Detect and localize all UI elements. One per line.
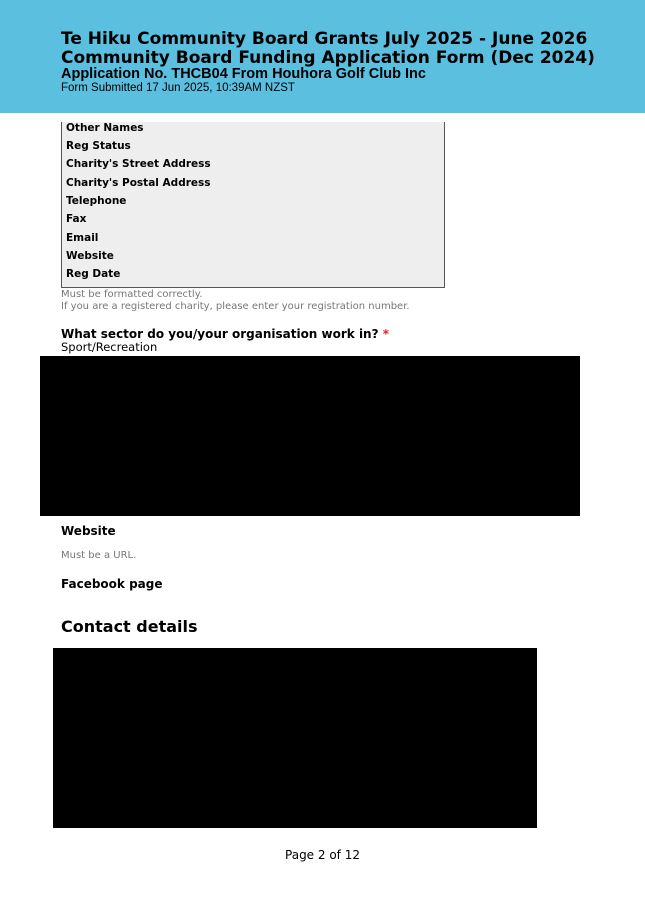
redacted-contact-block: [53, 648, 537, 828]
charity-number-hint: If you are a registered charity, please enter your registration number.: [61, 301, 410, 312]
table-row: Other Names: [66, 122, 144, 134]
table-row: Fax: [66, 213, 87, 225]
charity-details-table: [61, 122, 445, 288]
table-row: Reg Date: [66, 268, 121, 280]
table-row: Email: [66, 232, 99, 244]
form-title-line1: Te Hiku Community Board Grants July 2025 - June 2026: [61, 29, 588, 49]
sector-answer: Sport/Recreation: [61, 340, 158, 354]
application-number: Application No. THCB04 From Houhora Golf Club Inc: [61, 66, 426, 82]
required-marker: *: [382, 327, 390, 341]
table-row: Charity's Postal Address: [66, 177, 211, 189]
format-hint: Must be formatted correctly.: [61, 289, 203, 300]
sector-question-text: What sector do you/your organisation work in?: [61, 327, 379, 341]
form-title-line2: Community Board Funding Application Form (Dec 2024): [61, 48, 595, 68]
table-row: Charity's Street Address: [66, 158, 211, 170]
table-row: Telephone: [66, 195, 127, 207]
facebook-label: Facebook page: [61, 577, 163, 591]
submitted-timestamp: Form Submitted 17 Jun 2025, 10:39AM NZST: [61, 82, 295, 94]
page-number: Page 2 of 12: [285, 848, 360, 862]
page-header: [0, 0, 645, 113]
website-hint: Must be a URL.: [61, 550, 137, 561]
redacted-block: [40, 356, 580, 516]
sector-question: [61, 327, 389, 341]
contact-details-heading: Contact details: [61, 617, 198, 636]
table-row: Reg Status: [66, 140, 131, 152]
website-label: Website: [61, 524, 116, 538]
table-row: Website: [66, 250, 114, 262]
